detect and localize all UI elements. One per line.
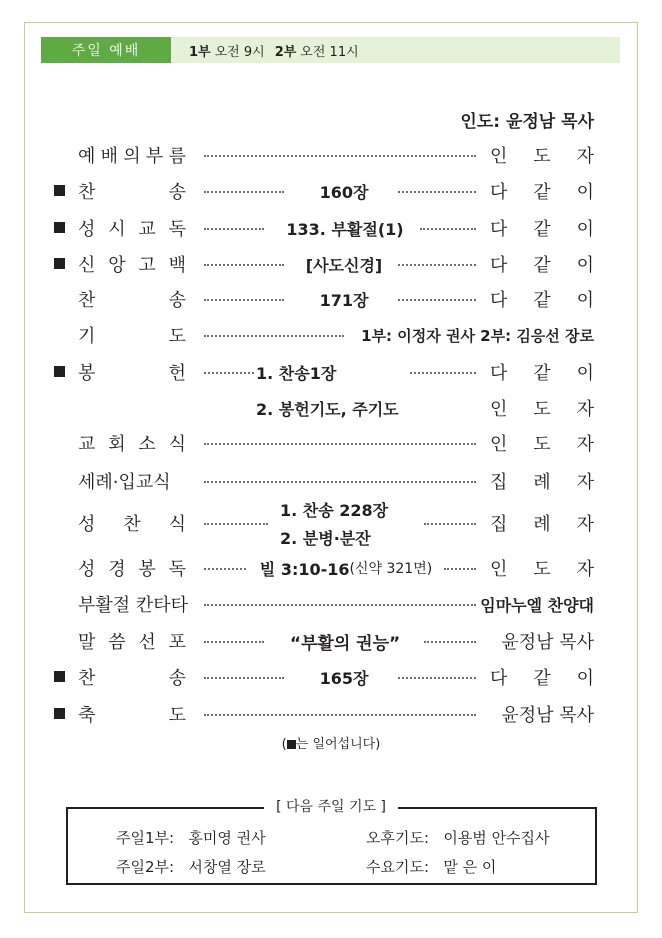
order-role: 다 같 이	[490, 182, 594, 203]
order-label: 찬 송	[78, 182, 186, 203]
dotted-leader	[444, 568, 476, 570]
stand-marker-icon	[54, 671, 65, 682]
dotted-leader	[420, 228, 476, 230]
order-detail: 171장	[319, 290, 369, 310]
order-role: 다 같 이	[490, 219, 594, 240]
order-detail: 165장	[319, 668, 369, 688]
service2-num: 2부	[274, 44, 297, 60]
order-row-continued	[0, 393, 662, 423]
dotted-leader	[204, 443, 476, 445]
order-label: 축 도	[78, 705, 186, 726]
order-detail: [사도신경]	[305, 255, 383, 275]
order-row	[0, 140, 662, 170]
order-row	[0, 357, 662, 387]
dotted-leader	[424, 641, 476, 643]
dotted-leader	[204, 523, 268, 525]
order-row	[0, 699, 662, 729]
worship-leader: 인도: 윤정남 목사	[460, 112, 594, 132]
order-row	[0, 662, 662, 692]
prayer-item: 오후기도: 이용범 안수집사	[366, 829, 550, 847]
order-detail: 1. 찬송 228장	[280, 500, 389, 520]
order-role: 임마누엘 찬양대	[480, 595, 594, 615]
order-label: 말 씀 선 포	[78, 632, 186, 653]
order-role: 집 례 자	[490, 472, 594, 493]
order-detail: 133. 부활절(1)	[286, 219, 404, 239]
stand-marker-icon	[54, 708, 65, 719]
order-label: 교 회 소 식	[78, 434, 186, 455]
standing-note: ( 는 일어섭니다)	[281, 737, 381, 752]
dotted-leader	[204, 264, 284, 266]
order-label: 성 시 교 독	[78, 219, 186, 240]
order-role: 다 같 이	[490, 255, 594, 276]
dotted-leader	[204, 335, 344, 337]
order-row	[0, 320, 662, 350]
prayer-leaders: 1부: 이정자 권사 2부: 김응선 장로	[361, 326, 594, 345]
prayer-item: 주일2부: 서창열 장로	[116, 858, 266, 876]
order-label: 기 도	[78, 326, 186, 347]
order-role: 다 같 이	[490, 363, 594, 384]
stand-marker-icon	[54, 258, 65, 269]
dotted-leader	[204, 641, 264, 643]
order-label: 찬 송	[78, 290, 186, 311]
order-row	[0, 176, 662, 206]
order-row	[0, 626, 662, 656]
order-role: 집 례 자	[490, 514, 594, 535]
order-role: 다 같 이	[490, 668, 594, 689]
order-row	[0, 466, 662, 496]
order-label: 예 배 의 부 름	[78, 146, 186, 167]
dotted-leader	[204, 228, 264, 230]
order-label: 찬 송	[78, 668, 186, 689]
dotted-leader	[204, 155, 476, 157]
stand-marker-icon	[54, 222, 65, 233]
order-label: 성 경 봉 독	[78, 559, 186, 580]
dotted-leader	[204, 714, 476, 716]
stand-marker-icon	[287, 740, 296, 749]
service2-time: 오전 11시	[300, 44, 359, 60]
dotted-leader	[424, 523, 476, 525]
prayer-item: 주일1부: 홍미영 권사	[116, 829, 266, 847]
order-label: 부활절 칸타타	[78, 595, 189, 616]
order-label: 성 찬 식	[78, 514, 186, 535]
order-detail: 160장	[319, 182, 369, 202]
dotted-leader	[410, 372, 476, 374]
dotted-leader	[398, 191, 476, 193]
order-row	[0, 284, 662, 314]
sermon-title: “부활의 권능”	[289, 633, 401, 654]
dotted-leader	[204, 677, 284, 679]
dotted-leader	[204, 481, 476, 483]
dotted-leader	[398, 677, 476, 679]
dotted-leader	[204, 299, 284, 301]
order-row	[0, 249, 662, 279]
order-row	[0, 589, 662, 619]
order-role: 윤정남 목사	[501, 632, 594, 653]
order-detail: 2. 분병·분잔	[280, 528, 371, 548]
header-tab: 주일 예배	[41, 37, 171, 63]
order-role: 인 도 자	[490, 146, 594, 167]
order-role: 인 도 자	[490, 434, 594, 455]
order-label: 봉 헌	[78, 363, 186, 384]
dotted-leader	[204, 191, 284, 193]
order-label: 세례·입교식	[78, 472, 171, 493]
order-detail: 1. 찬송1장	[256, 363, 337, 383]
service-header	[41, 37, 620, 63]
order-role: 인 도 자	[490, 559, 594, 580]
dotted-leader	[398, 264, 476, 266]
order-role: 다 같 이	[490, 290, 594, 311]
order-role: 윤정남 목사	[501, 705, 594, 726]
service-times	[189, 37, 359, 63]
order-row	[0, 213, 662, 243]
prayer-item: 수요기도: 맡 은 이	[366, 858, 497, 876]
stand-marker-icon	[54, 185, 65, 196]
next-week-prayer-title: [ 다음 주일 기도 ]	[0, 796, 662, 816]
order-row	[0, 500, 662, 548]
dotted-leader	[204, 604, 476, 606]
order-row	[0, 428, 662, 458]
service1-num: 1부	[189, 44, 211, 60]
order-label: 신 앙 고 백	[78, 255, 186, 276]
dotted-leader	[204, 372, 254, 374]
order-detail: 빌 3:10-16 (신약 321면)	[259, 559, 433, 579]
stand-marker-icon	[54, 366, 65, 377]
dotted-leader	[204, 568, 246, 570]
order-detail: 2. 봉헌기도, 주기도	[256, 399, 399, 419]
dotted-leader	[398, 299, 476, 301]
service1-time: 오전 9시	[214, 44, 265, 60]
order-row	[0, 553, 662, 583]
order-role: 인 도 자	[490, 399, 594, 420]
